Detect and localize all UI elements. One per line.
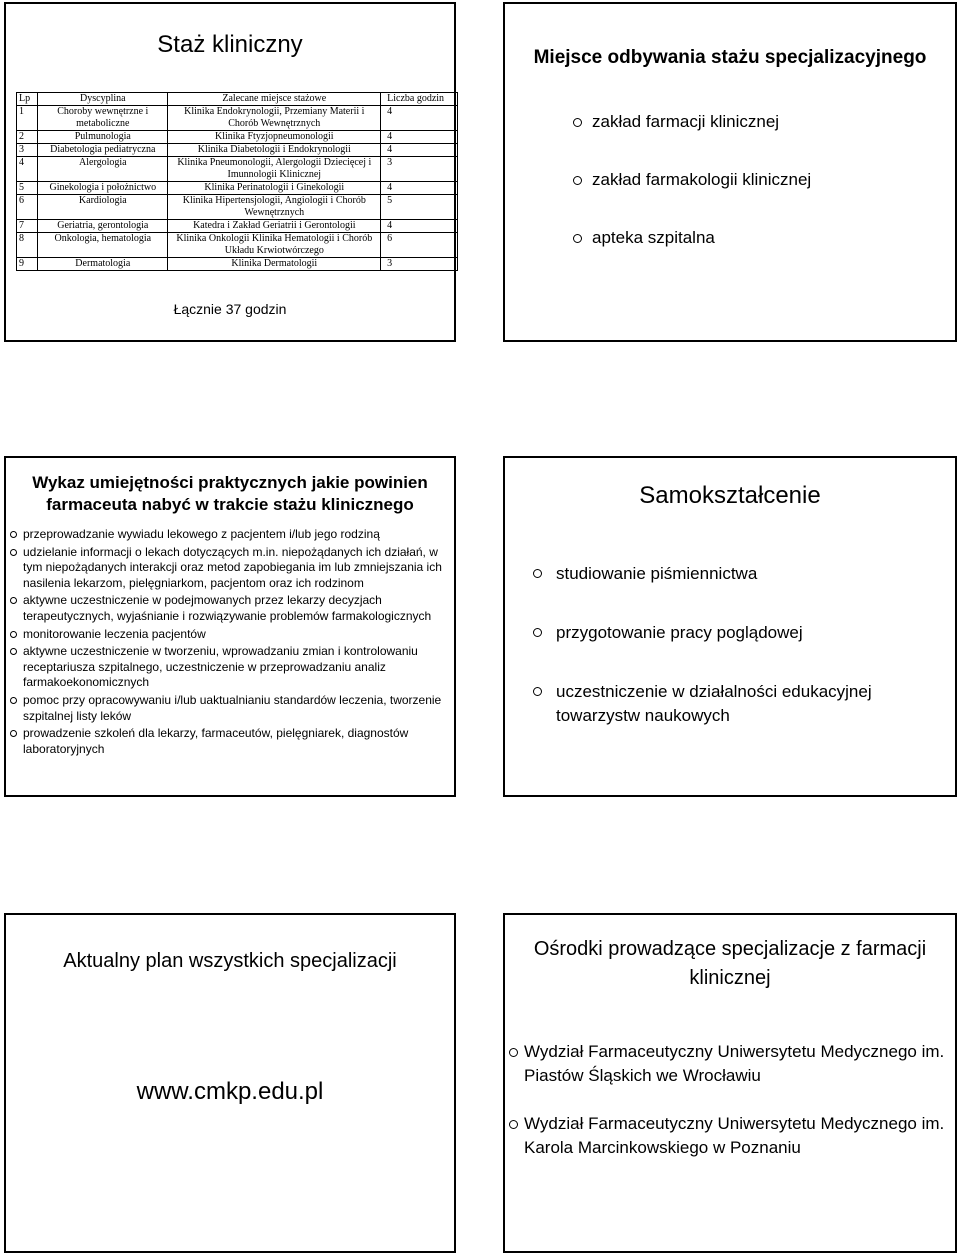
- table-cell: Klinika Ftyzjopneumonologii: [168, 131, 381, 144]
- list-item-text: uczestniczenie w działalności edukacyjnej towarzystw naukowych: [556, 682, 872, 725]
- table-cell: 9: [17, 258, 38, 271]
- list-item-text: monitorowanie leczenia pacjentów: [23, 626, 206, 641]
- slide-title: Wykaz umiejętności praktycznych jakie powinien farmaceuta nabyć w trakcie stażu klinicznego: [32, 473, 428, 514]
- table-cell: 6: [17, 195, 38, 220]
- slide-miejsce-stazu: [503, 2, 957, 342]
- bullet-list: [573, 112, 811, 286]
- table-cell: Klinika Diabetologii i Endokrynologii: [168, 144, 381, 157]
- bullet-icon: [10, 531, 17, 538]
- list-item: [10, 527, 456, 543]
- table-cell: Klinika Onkologii Klinika Hematologii i Chorób Układu Krwiotwórczego: [168, 233, 381, 258]
- bullet-icon: [573, 176, 582, 185]
- list-item: [573, 170, 811, 228]
- list-item-text: zakład farmakologii klinicznej: [592, 170, 812, 189]
- list-item: [10, 726, 456, 757]
- bullet-icon: [10, 631, 17, 638]
- table-row: [17, 106, 458, 131]
- table-cell: 4: [381, 106, 458, 131]
- list-item-text: udzielanie informacji o lekach dotyczących m.in. niepożądanych ich działań, w tym niepożądanych interakcji oraz metod zapobiegania im lub zmniejszania ich nasilenia lekarzom, pielęgniarkom, pacjentom oraz ich rodzinom: [23, 544, 442, 590]
- table-header-cell: Lp: [17, 93, 38, 106]
- bullet-list: [10, 527, 456, 759]
- list-item-text: prowadzenie szkoleń dla lekarzy, farmaceutów, pielęgniarek, diagnostów laboratoryjnych: [23, 726, 409, 756]
- list-item-text: przygotowanie pracy poglądowej: [556, 623, 803, 642]
- table-cell: 5: [381, 195, 458, 220]
- list-item: [509, 1112, 949, 1160]
- table-row: [17, 233, 458, 258]
- list-item-text: studiowanie piśmiennictwa: [556, 564, 758, 583]
- table-cell: Klinika Pneumonologii, Alergologii Dziecięcej i Imunnologii Klinicznej: [168, 157, 381, 182]
- table-row: [17, 144, 458, 157]
- slide-title: Ośrodki prowadzące specjalizacje z farmacji klinicznej: [533, 938, 927, 989]
- table-cell: 4: [381, 144, 458, 157]
- table-cell: 3: [17, 144, 38, 157]
- table-cell: Klinika Hipertensjologii, Angiologii i Chorób Wewnętrznych: [168, 195, 381, 220]
- list-item-text: Wydział Farmaceutyczny Uniwersytetu Medycznego im. Karola Marcinkowskiego w Poznaniu: [524, 1114, 945, 1157]
- slide-staz-kliniczny: [4, 2, 456, 342]
- list-item: [573, 228, 811, 286]
- table-cell: Pulmunologia: [38, 131, 168, 144]
- table-header-cell: Zalecane miejsce stażowe: [168, 93, 381, 106]
- table-cell: Katedra i Zakład Geriatrii i Gerontologii: [168, 220, 381, 233]
- bullet-icon: [10, 697, 17, 704]
- list-item-text: przeprowadzanie wywiadu lekowego z pacjentem i/lub jego rodziną: [23, 527, 380, 541]
- table-cell: 4: [381, 131, 458, 144]
- table-cell: 4: [381, 220, 458, 233]
- table-cell: Diabetologia pediatryczna: [38, 144, 168, 157]
- slide-title: Staż kliniczny: [157, 31, 303, 58]
- slide-title: Aktualny plan wszystkich specjalizacji: [63, 950, 397, 972]
- bullet-icon: [10, 549, 17, 556]
- table-row: [17, 258, 458, 271]
- schedule-table: [16, 92, 458, 271]
- slide-osrodki: [503, 913, 957, 1253]
- slide-title: Miejsce odbywania stażu specjalizacyjnego: [533, 47, 927, 68]
- table-cell: Geriatria, gerontologia: [38, 220, 168, 233]
- bullet-icon: [533, 687, 542, 696]
- table-cell: 3: [381, 258, 458, 271]
- table-cell: 8: [17, 233, 38, 258]
- list-item-text: pomoc przy opracowywaniu i/lub uaktualnianiu standardów leczenia, tworzenie szpitalnej listy leków: [23, 692, 442, 723]
- list-item: [10, 693, 456, 724]
- list-item-text: zakład farmacji klinicznej: [592, 112, 780, 131]
- list-item: [10, 593, 456, 624]
- table-cell: Kardiologia: [38, 195, 168, 220]
- list-item: [533, 621, 953, 645]
- table-row: [17, 220, 458, 233]
- slide-plan-specjalizacji: [4, 913, 456, 1253]
- list-item: [10, 627, 456, 643]
- list-item-text: apteka szpitalna: [592, 228, 715, 247]
- bullet-icon: [10, 730, 17, 737]
- list-item: [573, 112, 811, 170]
- table-row: [17, 195, 458, 220]
- list-item: [533, 562, 953, 586]
- bullet-icon: [10, 648, 17, 655]
- table-row: [17, 131, 458, 144]
- table-cell: 6: [381, 233, 458, 258]
- bullet-icon: [573, 118, 582, 127]
- table-cell: Choroby wewnętrzne i metaboliczne: [38, 106, 168, 131]
- table-cell: 2: [17, 131, 38, 144]
- bullet-icon: [509, 1120, 518, 1129]
- total-hours: Łącznie 37 godzin: [173, 301, 287, 317]
- table-cell: 4: [381, 182, 458, 195]
- table-cell: Dermatologia: [38, 258, 168, 271]
- table-cell: 5: [17, 182, 38, 195]
- list-item: [533, 680, 953, 728]
- list-item-text: aktywne uczestniczenie w podejmowanych przez lekarzy decyzjach terapeutycznych, wyjaśnianie i rozwiązywanie problemów farmakologicznych: [23, 593, 432, 623]
- slide-samoksztalcenie: [503, 456, 957, 797]
- table-cell: 4: [17, 157, 38, 182]
- slide-title: Samokształcenie: [639, 482, 821, 509]
- bullet-icon: [10, 597, 17, 604]
- table-cell: Klinika Endokrynologii, Przemiany Materii i Chorób Wewnętrznych: [168, 106, 381, 131]
- table-cell: 1: [17, 106, 38, 131]
- table-cell: Klinika Perinatologii i Ginekologii: [168, 182, 381, 195]
- bullet-icon: [509, 1048, 518, 1057]
- bullet-icon: [533, 569, 542, 578]
- table-cell: 7: [17, 220, 38, 233]
- bullet-icon: [573, 234, 582, 243]
- table-cell: Klinika Dermatologii: [168, 258, 381, 271]
- bullet-list: [509, 1040, 949, 1184]
- table-cell: 3: [381, 157, 458, 182]
- table-header-row: [17, 93, 458, 106]
- slide-umiejetnosci: [4, 456, 456, 797]
- table-header-cell: Dyscyplina: [38, 93, 168, 106]
- list-item-text: aktywne uczestniczenie w tworzeniu, wprowadzaniu zmian i kontrolowaniu receptariusza szpitalnego, uczestniczenie w przeprowadzaniu analiz farmakoekonomicznych: [23, 644, 418, 690]
- table-row: [17, 157, 458, 182]
- list-item: [10, 644, 456, 691]
- table-cell: Alergologia: [38, 157, 168, 182]
- table-cell: Ginekologia i położnictwo: [38, 182, 168, 195]
- list-item-text: Wydział Farmaceutyczny Uniwersytetu Medycznego im. Piastów Śląskich we Wrocławiu: [524, 1042, 945, 1085]
- table-row: [17, 182, 458, 195]
- table-header-cell: Liczba godzin: [381, 93, 458, 106]
- bullet-list: [533, 562, 953, 763]
- website-link[interactable]: www.cmkp.edu.pl: [136, 1078, 324, 1105]
- table-cell: Onkologia, hematologia: [38, 233, 168, 258]
- bullet-icon: [533, 628, 542, 637]
- list-item: [10, 545, 456, 592]
- list-item: [509, 1040, 949, 1088]
